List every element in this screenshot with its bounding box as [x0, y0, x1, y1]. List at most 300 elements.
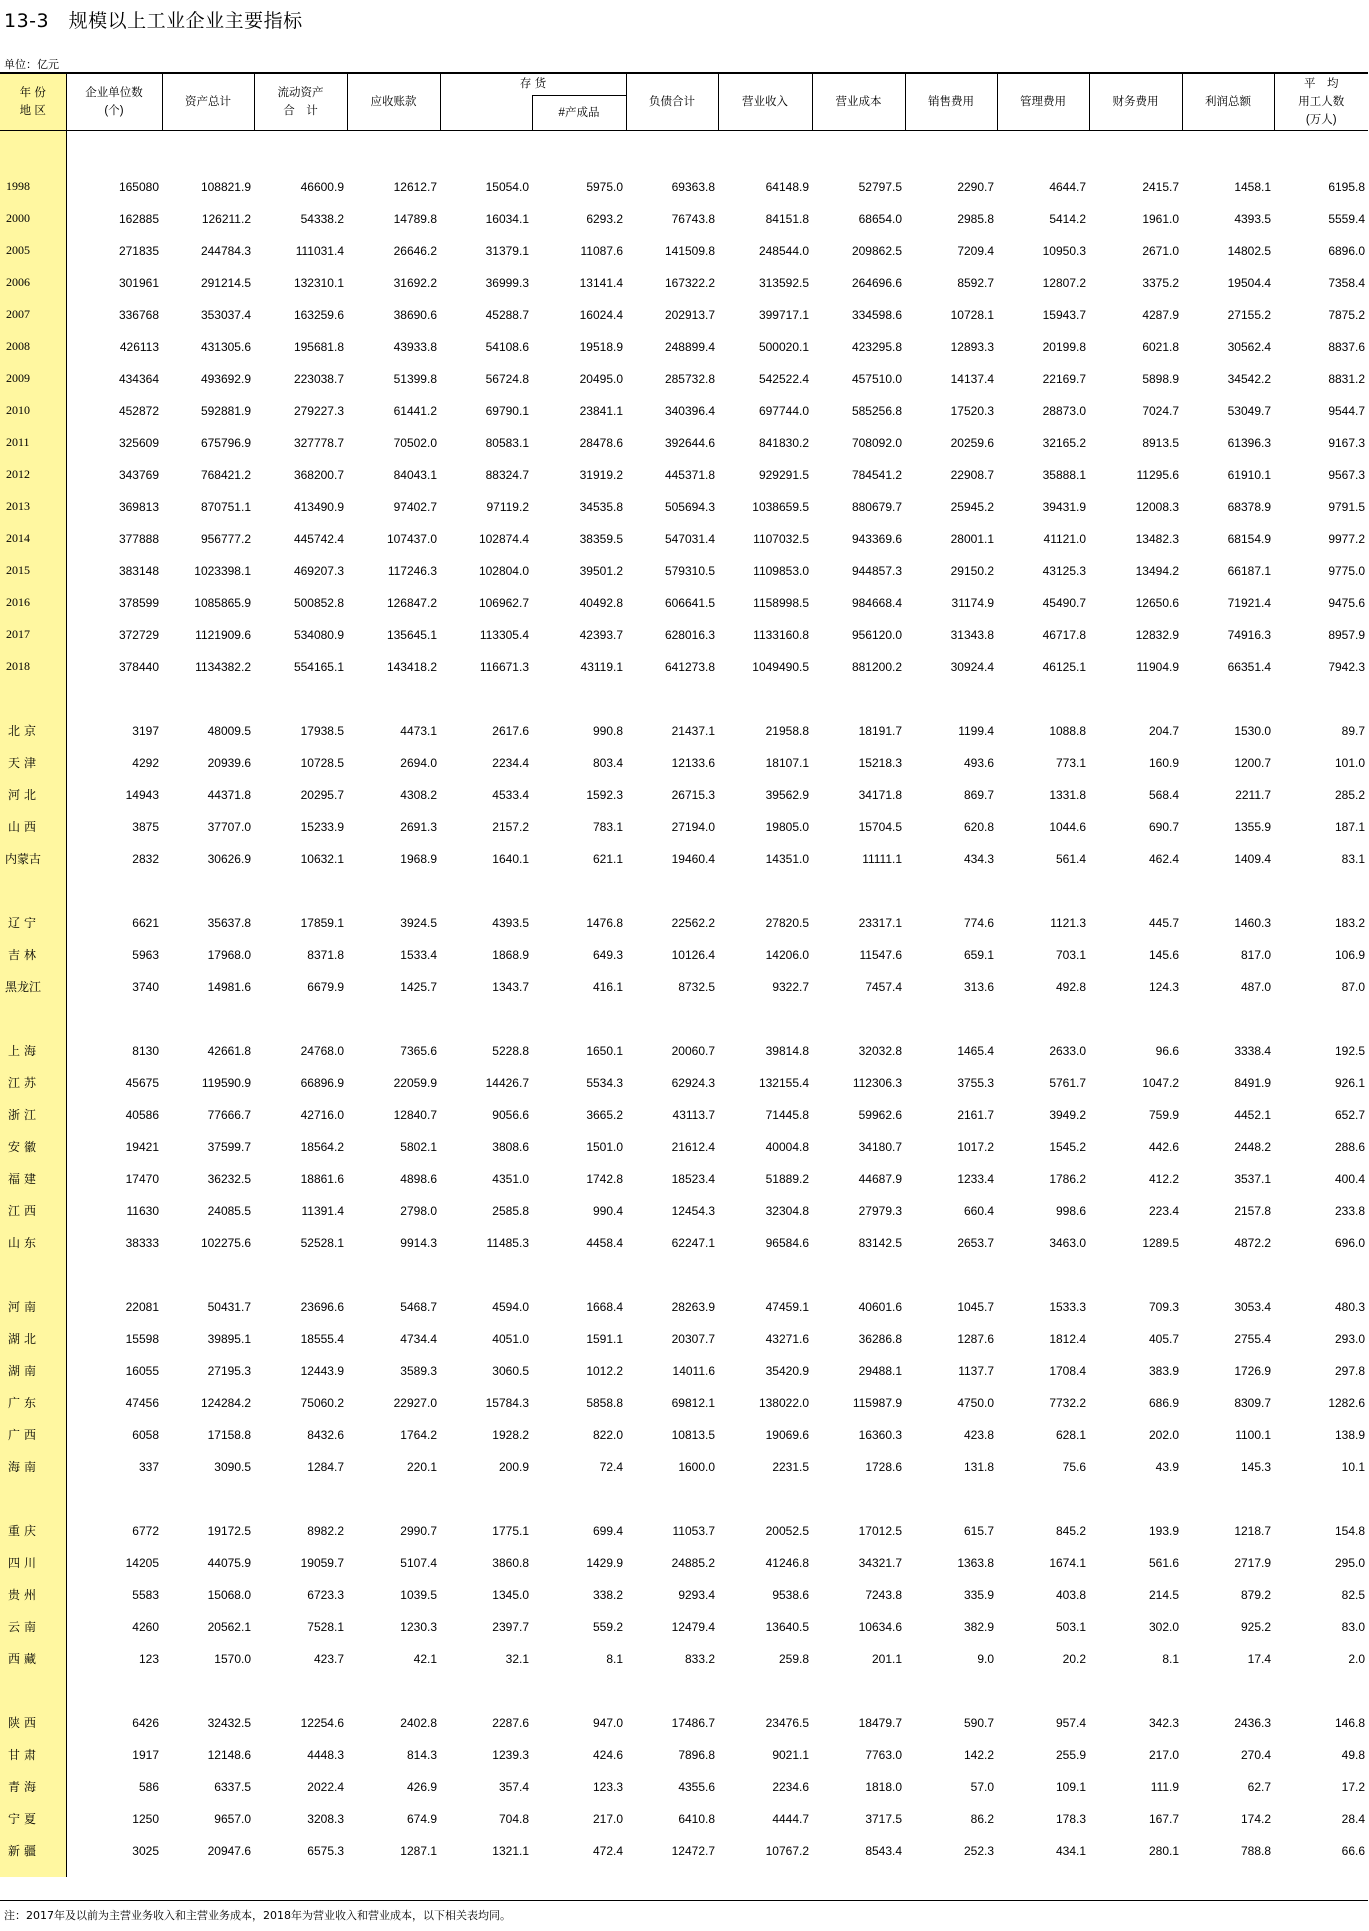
table-cell: 845.2: [1055, 1523, 1087, 1538]
table-cell: 84151.8: [765, 211, 810, 226]
table-cell: 46600.9: [300, 179, 344, 194]
table-cell: 1049490.5: [752, 659, 810, 674]
table-cell: 12612.7: [393, 179, 437, 194]
table-cell: 8.1: [606, 1651, 624, 1666]
table-cell: 87.0: [1341, 979, 1366, 994]
table-cell: 43.9: [1155, 1459, 1180, 1474]
table-cell: 500020.1: [758, 339, 810, 354]
table-cell: 132155.4: [758, 1075, 810, 1090]
table-row-year: [0, 523, 1368, 555]
table-cell: 783.1: [592, 819, 624, 834]
table-cell: 23476.5: [765, 1715, 810, 1730]
table-cell: 4355.6: [678, 1779, 716, 1794]
table-cell: 9167.3: [1328, 435, 1366, 450]
table-cell: 4287.9: [1142, 307, 1180, 322]
table-cell: 66896.9: [300, 1075, 344, 1090]
table-cell: 9914.3: [400, 1235, 437, 1250]
table-cell: 31919.2: [579, 467, 624, 482]
table-cell: 126211.2: [201, 211, 251, 226]
table-cell: 7457.4: [865, 979, 903, 994]
table-cell: 202913.7: [664, 307, 716, 322]
table-cell: 5858.8: [586, 1395, 624, 1410]
region-label: 西藏: [0, 1643, 66, 1675]
table-cell: 547031.4: [664, 531, 716, 546]
table-cell: 434364: [118, 371, 159, 386]
unit-label: 单位：亿元: [4, 58, 59, 71]
table-cell: 102804.0: [478, 563, 529, 578]
table-row-year: [0, 363, 1368, 395]
table-cell: 252.3: [963, 1843, 995, 1858]
table-cell: 8831.2: [1328, 371, 1366, 386]
region-label: 安徽: [0, 1131, 66, 1163]
table-cell: 12454.3: [671, 1203, 716, 1218]
table-cell: 4872.2: [1234, 1235, 1272, 1250]
table-cell: 12893.3: [950, 339, 995, 354]
table-cell: 382.9: [963, 1619, 995, 1634]
table-cell: 31692.2: [393, 275, 437, 290]
table-cell: 18564.2: [300, 1139, 344, 1154]
region-label: 广西: [0, 1419, 66, 1451]
table-cell: 19421: [125, 1139, 159, 1154]
table-cell: 45288.7: [485, 307, 529, 322]
table-cell: 11295.6: [1136, 467, 1180, 482]
table-cell: 31343.8: [950, 627, 995, 642]
table-cell: 5228.8: [492, 1043, 529, 1058]
table-cell: 652.7: [1334, 1107, 1366, 1122]
region-label: 新疆: [0, 1835, 66, 1867]
table-cell: 1476.8: [586, 915, 624, 930]
table-cell: 101.0: [1334, 755, 1366, 770]
table-cell: 9056.6: [492, 1107, 529, 1122]
table-row-region: [0, 1451, 1368, 1483]
table-cell: 1038659.5: [752, 499, 810, 514]
table-cell: 1250: [132, 1811, 159, 1826]
table-cell: 44075.9: [207, 1555, 251, 1570]
table-row-region: [0, 1739, 1368, 1771]
table-cell: 43113.7: [672, 1107, 716, 1122]
table-cell: 1640.1: [492, 851, 529, 866]
table-row-region: [0, 939, 1368, 971]
table-cell: 8309.7: [1234, 1395, 1272, 1410]
table-cell: 68378.9: [1227, 499, 1272, 514]
table-cell: 343769: [118, 467, 159, 482]
table-cell: 108821.9: [200, 179, 251, 194]
table-cell: 51399.8: [393, 371, 437, 386]
year-label: 2016: [0, 587, 66, 619]
table-row-region: [0, 907, 1368, 939]
table-cell: 615.7: [963, 1523, 995, 1538]
table-cell: 8982.2: [307, 1523, 344, 1538]
table-cell: 7763.0: [865, 1747, 903, 1762]
table-cell: 709.3: [1148, 1299, 1180, 1314]
table-cell: 442.6: [1148, 1139, 1180, 1154]
table-cell: 4734.4: [400, 1331, 437, 1346]
table-cell: 7875.2: [1328, 307, 1366, 322]
table-cell: 13141.4: [579, 275, 624, 290]
region-label: 黑龙江: [0, 971, 66, 1003]
table-cell: 14789.8: [393, 211, 437, 226]
table-cell: 141509.8: [664, 243, 716, 258]
table-cell: 102275.6: [200, 1235, 251, 1250]
year-label: 2007: [0, 299, 66, 331]
table-row-year: [0, 331, 1368, 363]
table-row-year: [0, 395, 1368, 427]
table-cell: 301961: [118, 275, 159, 290]
table-cell: 424.6: [592, 1747, 624, 1762]
table-cell: 83.0: [1341, 1619, 1366, 1634]
table-cell: 270.4: [1240, 1747, 1272, 1762]
table-cell: 61910.1: [1227, 467, 1272, 482]
table-cell: 75060.2: [300, 1395, 344, 1410]
table-cell: 559.2: [592, 1619, 624, 1634]
header-total-assets: 资产总计: [162, 74, 254, 130]
table-cell: 697744.0: [758, 403, 810, 418]
table-cell: 505694.3: [664, 499, 716, 514]
table-cell: 8130: [132, 1043, 159, 1058]
table-cell: 5414.2: [1049, 211, 1087, 226]
table-cell: 1425.7: [400, 979, 437, 994]
table-cell: 4351.0: [492, 1171, 529, 1186]
table-row-year: [0, 267, 1368, 299]
table-cell: 699.4: [592, 1523, 624, 1538]
table-cell: 17012.5: [858, 1523, 903, 1538]
table-cell: 17968.0: [207, 947, 251, 962]
table-cell: 6575.3: [307, 1843, 344, 1858]
table-cell: 8432.6: [307, 1427, 344, 1442]
table-cell: 5975.0: [586, 179, 624, 194]
table-cell: 4458.4: [586, 1235, 624, 1250]
table-cell: 6293.2: [586, 211, 624, 226]
table-row-region: [0, 811, 1368, 843]
table-cell: 71445.8: [765, 1107, 810, 1122]
table-cell: 6896.0: [1328, 243, 1366, 258]
table-cell: 561.6: [1148, 1555, 1180, 1570]
table-cell: 66351.4: [1227, 659, 1272, 674]
table-cell: 154.8: [1334, 1523, 1366, 1538]
table-cell: 61441.2: [393, 403, 437, 418]
table-cell: 561.4: [1055, 851, 1087, 866]
table-cell: 209862.5: [851, 243, 903, 258]
table-cell: 773.1: [1055, 755, 1087, 770]
table-cell: 288.6: [1334, 1139, 1366, 1154]
table-cell: 342.3: [1148, 1715, 1180, 1730]
table-cell: 34180.7: [858, 1139, 903, 1154]
table-row-region: [0, 843, 1368, 875]
table-cell: 10950.3: [1042, 243, 1087, 258]
region-label: 云南: [0, 1611, 66, 1643]
region-label: 内蒙古: [0, 843, 66, 875]
region-label: 广东: [0, 1387, 66, 1419]
table-cell: 18555.4: [300, 1331, 344, 1346]
table-cell: 2234.6: [772, 1779, 810, 1794]
table-cell: 1282.6: [1328, 1395, 1366, 1410]
table-cell: 2211.7: [1235, 787, 1272, 802]
table-cell: 7243.8: [865, 1587, 903, 1602]
table-cell: 620.8: [963, 819, 995, 834]
table-cell: 590.7: [963, 1715, 995, 1730]
table-row-year: [0, 555, 1368, 587]
table-cell: 43271.6: [765, 1331, 810, 1346]
table-cell: 42.1: [413, 1651, 437, 1666]
table-cell: 34535.8: [579, 499, 624, 514]
table-cell: 7365.6: [400, 1043, 437, 1058]
table-cell: 51889.2: [765, 1171, 810, 1186]
table-cell: 696.0: [1334, 1235, 1366, 1250]
table-row-region: [0, 1067, 1368, 1099]
table-cell: 768421.2: [200, 467, 251, 482]
table-cell: 183.2: [1334, 915, 1366, 930]
table-row-region: [0, 715, 1368, 747]
table-cell: 2798.0: [400, 1203, 437, 1218]
header-total-profit: 利润总额: [1182, 74, 1274, 130]
table-cell: 423.7: [313, 1651, 344, 1666]
table-cell: 48009.5: [207, 723, 251, 738]
table-cell: 784541.2: [851, 467, 903, 482]
table-cell: 32.1: [505, 1651, 529, 1666]
table-cell: 457510.0: [851, 371, 903, 386]
table-cell: 26715.3: [671, 787, 716, 802]
table-cell: 20947.6: [207, 1843, 251, 1858]
table-cell: 38690.6: [393, 307, 437, 322]
table-cell: 405.7: [1148, 1331, 1180, 1346]
table-cell: 686.9: [1148, 1395, 1180, 1410]
table-cell: 392644.6: [664, 435, 716, 450]
table-cell: 30924.4: [950, 659, 995, 674]
table-cell: 12479.4: [671, 1619, 716, 1634]
table-cell: 16034.1: [485, 211, 529, 226]
table-cell: 1409.4: [1234, 851, 1272, 866]
table-cell: 24768.0: [300, 1043, 344, 1058]
indicator-table: [0, 74, 1368, 1877]
table-cell: 23841.1: [579, 403, 624, 418]
header-current-assets: 流动资产 合 计: [254, 74, 347, 130]
table-cell: 2.0: [1348, 1651, 1366, 1666]
table-cell: 1200.7: [1234, 755, 1272, 770]
table-cell: 233.8: [1334, 1203, 1366, 1218]
table-cell: 37599.7: [207, 1139, 251, 1154]
table-cell: 295.0: [1334, 1555, 1366, 1570]
table-cell: 123.3: [592, 1779, 624, 1794]
table-cell: 3197: [132, 723, 159, 738]
table-cell: 77666.7: [207, 1107, 251, 1122]
table-cell: 542522.4: [758, 371, 810, 386]
table-cell: 17486.7: [671, 1715, 716, 1730]
table-cell: 500852.8: [293, 595, 344, 610]
table-cell: 34171.8: [858, 787, 903, 802]
table-cell: 1545.2: [1049, 1139, 1087, 1154]
table-cell: 50431.7: [207, 1299, 251, 1314]
table-cell: 4444.7: [772, 1811, 810, 1826]
table-cell: 214.5: [1148, 1587, 1180, 1602]
table-cell: 1786.2: [1049, 1171, 1087, 1186]
table-cell: 7024.7: [1142, 403, 1180, 418]
table-cell: 291214.5: [200, 275, 251, 290]
table-cell: 14426.7: [485, 1075, 529, 1090]
region-label: 甘肃: [0, 1739, 66, 1771]
table-cell: 44687.9: [858, 1171, 903, 1186]
table-cell: 606641.5: [664, 595, 716, 610]
table-cell: 27155.2: [1227, 307, 1272, 322]
table-cell: 97119.2: [486, 499, 529, 514]
table-cell: 4051.0: [492, 1331, 529, 1346]
table-cell: 383148: [118, 563, 159, 578]
table-cell: 6058: [132, 1427, 159, 1442]
table-cell: 89.7: [1341, 723, 1366, 738]
table-cell: 9475.6: [1328, 595, 1366, 610]
table-cell: 36999.3: [485, 275, 529, 290]
table-cell: 1708.4: [1049, 1363, 1087, 1378]
table-cell: 102874.4: [478, 531, 529, 546]
table-cell: 943369.6: [851, 531, 903, 546]
table-cell: 15233.9: [300, 819, 344, 834]
table-cell: 1321.1: [492, 1843, 529, 1858]
table-cell: 43119.1: [580, 659, 624, 674]
table-cell: 2161.7: [957, 1107, 995, 1122]
table-row-region: [0, 1579, 1368, 1611]
table-row-region: [0, 1803, 1368, 1835]
table-cell: 870751.1: [200, 499, 251, 514]
table-cell: 534080.9: [293, 627, 344, 642]
table-cell: 20052.5: [765, 1523, 810, 1538]
table-cell: 13494.2: [1135, 563, 1180, 578]
table-cell: 20259.6: [950, 435, 995, 450]
table-cell: 3665.2: [586, 1107, 624, 1122]
table-cell: 5534.3: [586, 1075, 624, 1090]
table-cell: 27194.0: [671, 819, 716, 834]
table-cell: 335.9: [963, 1587, 995, 1602]
region-label: 宁夏: [0, 1803, 66, 1835]
table-cell: 869.7: [963, 787, 995, 802]
table-cell: 1109853.0: [753, 563, 810, 578]
table-cell: 59962.6: [858, 1107, 903, 1122]
table-cell: 1533.4: [400, 947, 437, 962]
table-row-year: [0, 299, 1368, 331]
table-cell: 18523.4: [671, 1171, 716, 1186]
table-cell: 280.1: [1148, 1843, 1180, 1858]
table-cell: 675796.9: [200, 435, 251, 450]
table-cell: 659.1: [963, 947, 995, 962]
table-cell: 1121.3: [1050, 915, 1087, 930]
year-label: 2009: [0, 363, 66, 395]
table-cell: 11630: [126, 1203, 159, 1218]
table-cell: 3537.1: [1234, 1171, 1272, 1186]
table-cell: 174.2: [1240, 1811, 1272, 1826]
table-cell: 445742.4: [293, 531, 344, 546]
region-label: 江西: [0, 1195, 66, 1227]
table-cell: 28.4: [1341, 1811, 1366, 1826]
table-cell: 503.1: [1055, 1619, 1087, 1634]
table-cell: 204.7: [1148, 723, 1180, 738]
table-cell: 117246.3: [387, 563, 437, 578]
table-cell: 193.9: [1148, 1523, 1180, 1538]
table-cell: 6723.3: [307, 1587, 344, 1602]
table-cell: 1047.2: [1142, 1075, 1180, 1090]
table-cell: 17859.1: [300, 915, 344, 930]
table-row-region: [0, 1291, 1368, 1323]
table-cell: 2157.8: [1234, 1203, 1272, 1218]
table-cell: 2717.9: [1234, 1555, 1272, 1570]
header-enterprises: 企业单位数 (个): [66, 74, 162, 130]
table-cell: 15598: [125, 1331, 159, 1346]
table-cell: 20939.6: [207, 755, 251, 770]
table-cell: 628016.3: [664, 627, 716, 642]
table-cell: 20.2: [1062, 1651, 1087, 1666]
table-cell: 841830.2: [758, 435, 810, 450]
header-admin-expenses: 管理费用: [997, 74, 1089, 130]
table-cell: 8543.4: [865, 1843, 903, 1858]
region-label: 天津: [0, 747, 66, 779]
table-cell: 336768: [118, 307, 159, 322]
table-cell: 5802.1: [400, 1139, 437, 1154]
table-cell: 12832.9: [1135, 627, 1180, 642]
table-cell: 1230.3: [400, 1619, 437, 1634]
table-cell: 4750.0: [957, 1395, 995, 1410]
table-cell: 3090.5: [214, 1459, 251, 1474]
table-cell: 10634.6: [858, 1619, 903, 1634]
table-cell: 1728.6: [865, 1459, 903, 1474]
table-cell: 690.7: [1148, 819, 1180, 834]
table-cell: 774.6: [963, 915, 995, 930]
table-row-region: [0, 1131, 1368, 1163]
table-cell: 19460.4: [671, 851, 716, 866]
table-cell: 45675: [125, 1075, 159, 1090]
table-cell: 132310.1: [293, 275, 344, 290]
table-cell: 984668.4: [851, 595, 903, 610]
table-row-region: [0, 1035, 1368, 1067]
table-cell: 469207.3: [293, 563, 344, 578]
table-cell: 822.0: [592, 1427, 624, 1442]
table-cell: 146.8: [1334, 1715, 1366, 1730]
table-cell: 37707.0: [207, 819, 251, 834]
table-cell: 1968.9: [400, 851, 437, 866]
table-cell: 25945.2: [950, 499, 995, 514]
table-cell: 66187.1: [1227, 563, 1272, 578]
table-cell: 7732.2: [1049, 1395, 1087, 1410]
table-cell: 39895.1: [207, 1331, 251, 1346]
table-cell: 579310.5: [664, 563, 716, 578]
region-label: 重庆: [0, 1515, 66, 1547]
table-row-region: [0, 1835, 1368, 1867]
table-cell: 10767.2: [765, 1843, 810, 1858]
table-cell: 187.1: [1334, 819, 1366, 834]
table-cell: 19805.0: [765, 819, 810, 834]
table-cell: 1533.3: [1049, 1299, 1087, 1314]
table-cell: 353037.4: [200, 307, 251, 322]
table-cell: 17520.3: [950, 403, 995, 418]
table-row-region: [0, 1707, 1368, 1739]
table-cell: 11485.3: [486, 1235, 529, 1250]
table-cell: 145.3: [1240, 1459, 1272, 1474]
table-cell: 1088.8: [1049, 723, 1087, 738]
table-cell: 43125.3: [1042, 563, 1087, 578]
table-cell: 788.8: [1240, 1843, 1272, 1858]
table-cell: 3463.0: [1049, 1235, 1087, 1250]
table-cell: 83142.5: [858, 1235, 903, 1250]
table-cell: 1345.0: [492, 1587, 529, 1602]
table-cell: 248544.0: [758, 243, 810, 258]
table-cell: 46717.8: [1042, 627, 1087, 642]
table-cell: 3060.5: [492, 1363, 529, 1378]
table-cell: 264696.6: [851, 275, 903, 290]
table-cell: 492.8: [1055, 979, 1087, 994]
table-cell: 14981.6: [207, 979, 251, 994]
table-cell: 17938.5: [300, 723, 344, 738]
table-cell: 2691.3: [400, 819, 437, 834]
table-cell: 7896.8: [678, 1747, 716, 1762]
table-cell: 22059.9: [393, 1075, 437, 1090]
table-cell: 61396.3: [1227, 435, 1272, 450]
table-cell: 814.3: [406, 1747, 437, 1762]
